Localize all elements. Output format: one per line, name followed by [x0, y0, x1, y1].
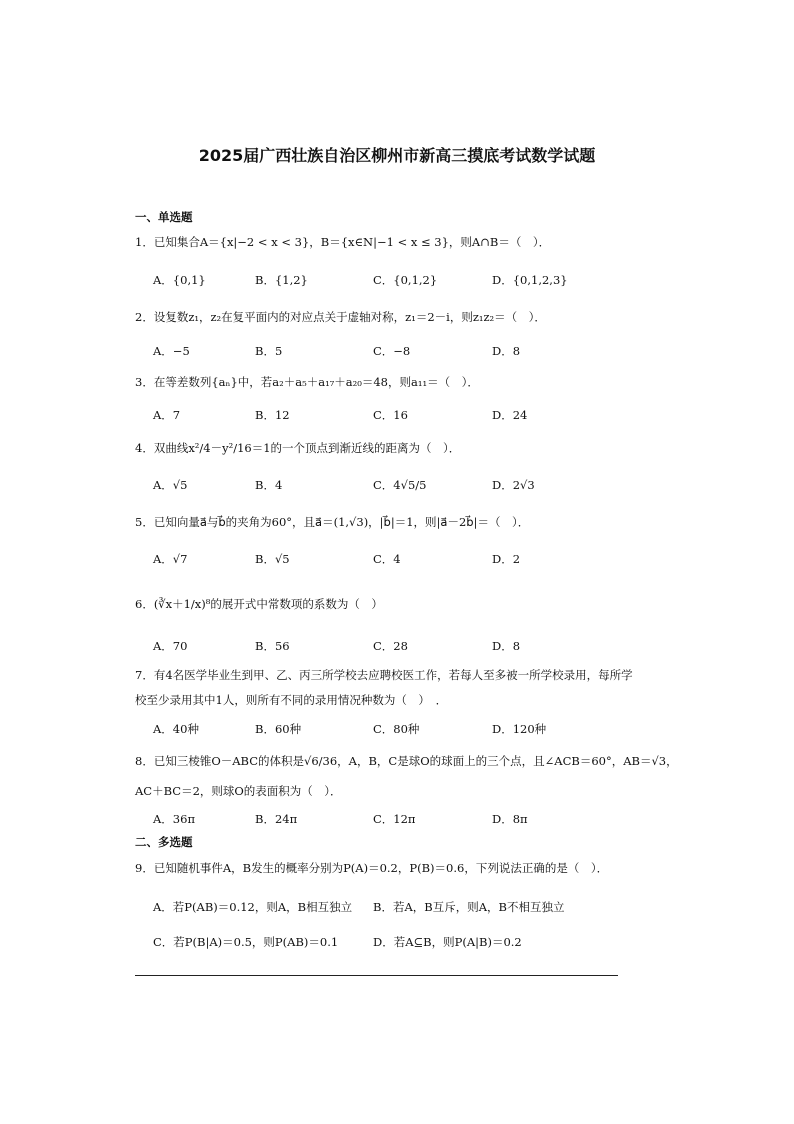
q4-option-d: D．2√3	[492, 478, 535, 492]
q7-option-b: B．60种	[255, 722, 302, 736]
q7-option-d: D．120种	[492, 722, 547, 736]
question-7-line-1: 7．有4名医学毕业生到甲、乙、丙三所学校去应聘校医工作，若每人至多被一所学校录用，每所学	[135, 668, 633, 682]
q3-option-a: A．7	[153, 408, 181, 422]
footer-divider	[135, 975, 618, 976]
q1-option-a: A．{0,1}	[153, 273, 206, 287]
q7-option-a: A．40种	[153, 722, 199, 736]
q9-option-d: D．若A⊆B，则P(A|B)＝0.2	[373, 935, 522, 949]
q4-option-c: C．4√5/5	[373, 478, 427, 492]
question-1: 1．已知集合A＝{x|−2 < x < 3}，B＝{x∈N|−1 < x ≤ 3}，则A∩B＝（ ）．	[135, 235, 551, 249]
q3-option-b: B．12	[255, 408, 290, 422]
q6-option-b: B．56	[255, 639, 290, 653]
q3-option-d: D．24	[492, 408, 528, 422]
q1-option-b: B．{1,2}	[255, 273, 308, 287]
q6-option-a: A．70	[153, 639, 188, 653]
q9-option-a: A．若P(AB)＝0.12，则A，B相互独立	[153, 900, 353, 914]
q3-option-c: C．16	[373, 408, 408, 422]
q4-option-a: A．√5	[153, 478, 188, 492]
q5-option-a: A．√7	[153, 552, 188, 566]
question-8-line-2: AC＋BC＝2，则球O的表面积为（ ）．	[135, 784, 342, 798]
q9-option-c: C．若P(B|A)＝0.5，则P(AB)＝0.1	[153, 935, 339, 949]
q2-option-c: C．−8	[373, 344, 411, 358]
q2-option-b: B．5	[255, 344, 283, 358]
q8-option-c: C．12π	[373, 812, 416, 826]
q1-option-d: D．{0,1,2,3}	[492, 273, 568, 287]
q8-option-d: D．8π	[492, 812, 528, 826]
question-8-line-1: 8．已知三棱锥O－ABC的体积是√6/36，A，B，C是球O的球面上的三个点，且∠ACB＝60°，AB＝√3，	[135, 754, 678, 768]
q6-option-c: C．28	[373, 639, 408, 653]
q8-option-a: A．36π	[153, 812, 195, 826]
q2-option-d: D．8	[492, 344, 521, 358]
q8-option-b: B．24π	[255, 812, 298, 826]
q9-option-b: B．若A，B互斥，则A，B不相互独立	[373, 900, 565, 914]
page-title: 2025届广西壮族自治区柳州市新高三摸底考试数学试题	[198, 146, 596, 165]
q1-option-c: C．{0,1,2}	[373, 273, 438, 287]
question-2: 2．设复数z₁，z₂在复平面内的对应点关于虚轴对称，z₁＝2－i，则z₁z₂＝（ ）．	[135, 310, 546, 324]
question-3: 3．在等差数列{aₙ}中，若a₂＋a₅＋a₁₇＋a₂₀＝48，则a₁₁＝（ ）．	[135, 375, 479, 389]
q4-option-b: B．4	[255, 478, 283, 492]
section-heading-single-choice: 一、单选题	[135, 210, 193, 224]
q5-option-b: B．√5	[255, 552, 290, 566]
section-heading-multiple-choice: 二、多选题	[135, 835, 193, 849]
question-5: 5．已知向量a⃗与b⃗的夹角为60°，且a⃗＝(1,√3)，|b⃗|＝1，则|a⃗－2b⃗|＝（ ）．	[135, 515, 530, 529]
question-6: 6．(∛x＋1/x)⁸的展开式中常数项的系数为（ ）	[135, 597, 383, 611]
question-7-line-2: 校至少录用其中1人，则所有不同的录用情况种数为（ ） ．	[135, 693, 448, 707]
q5-option-c: C．4	[373, 552, 401, 566]
q7-option-c: C．80种	[373, 722, 420, 736]
q6-option-d: D．8	[492, 639, 521, 653]
question-4: 4．双曲线x²/4－y²/16＝1的一个顶点到渐近线的距离为（ ）．	[135, 441, 461, 455]
q5-option-d: D．2	[492, 552, 521, 566]
question-9: 9．已知随机事件A，B发生的概率分别为P(A)＝0.2，P(B)＝0.6，下列说法正确的是（ ）．	[135, 861, 609, 875]
q2-option-a: A．−5	[153, 344, 190, 358]
